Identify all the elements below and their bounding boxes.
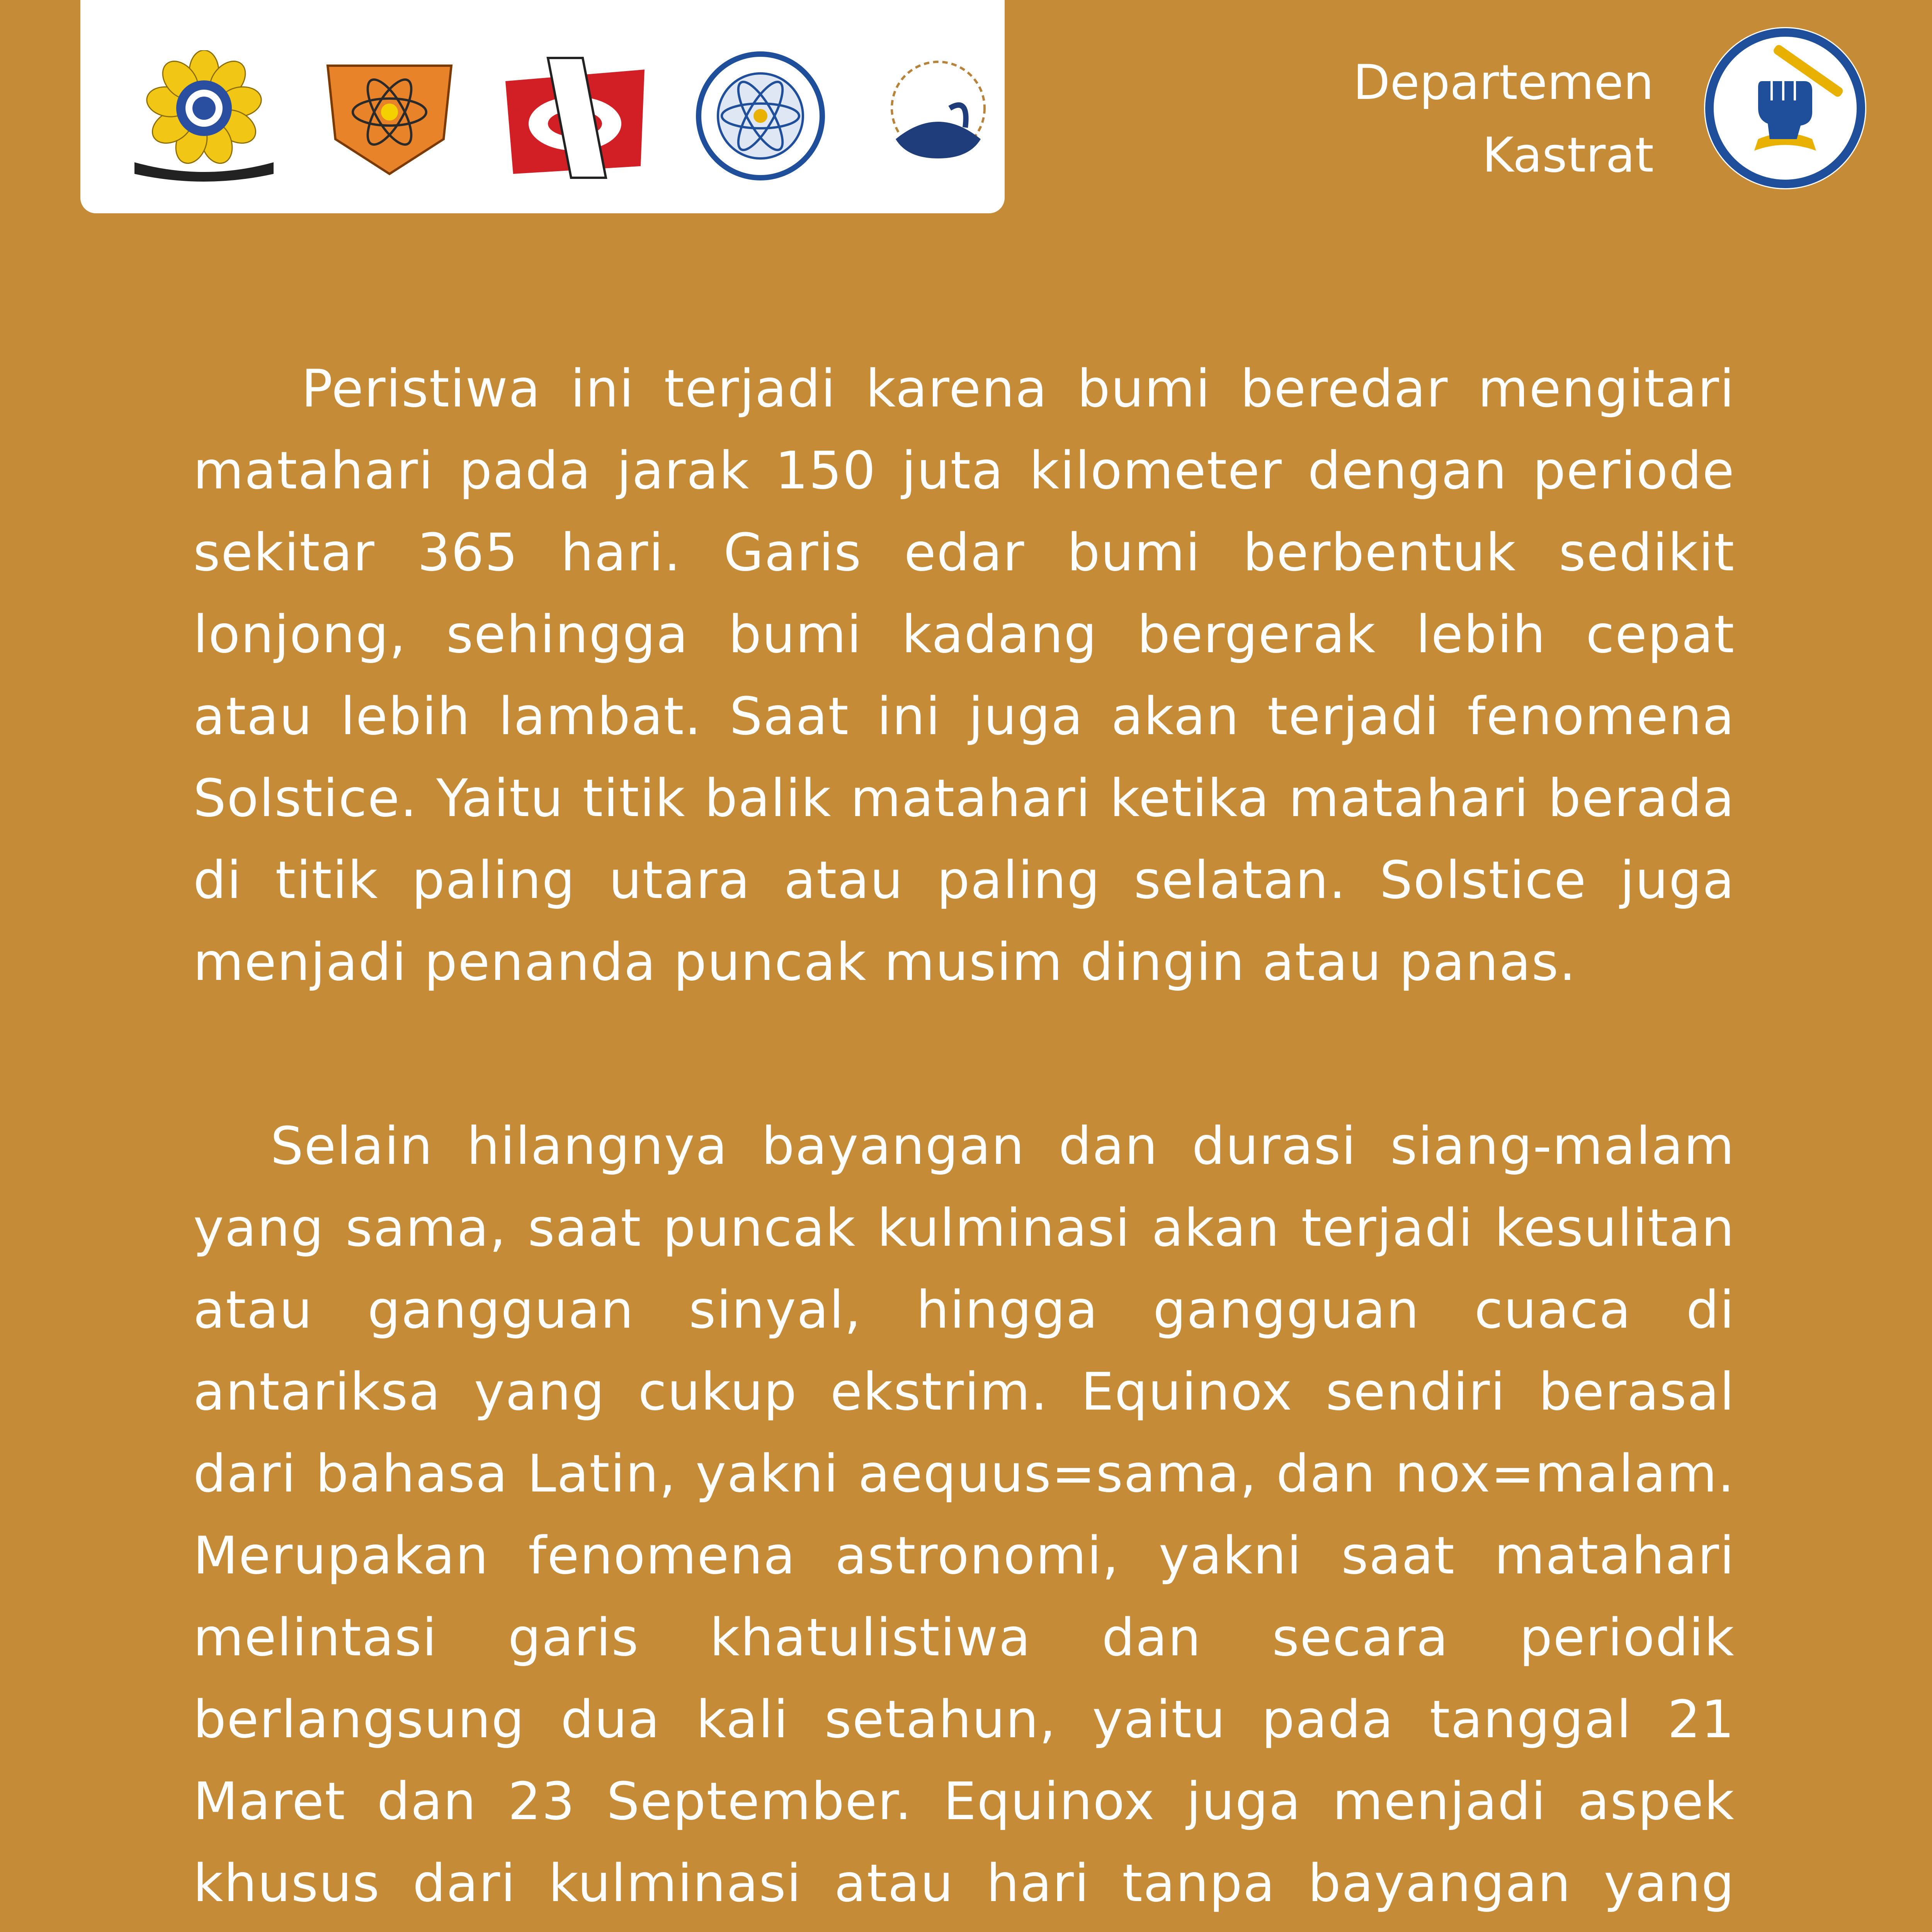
body-paragraph-2: Selain hilangnya bayangan dan durasi siang-malam yang sama, saat puncak kulminasi akan terjadi kesulitan atau gangguan sinyal, hingga gangguan cuaca di antariksa yang cukup ekstrim. Equinox sendiri berasal dari bahasa Latin, yakni aequus=sama, dan nox=malam. Merupakan fenomena astronomi, yakni saat matahari melintasi garis khatulistiwa dan secara periodik berlangsung dua kali setahun, yaitu pada tanggal 21 Maret dan 23 September. Equinox juga menjadi aspek khusus dari kulminasi atau hari tanpa bayangan yang [193, 1116, 1735, 1913]
partner-logos-card [80, 0, 1005, 213]
red-emblem-logo-icon [490, 50, 660, 182]
himafia-atom-logo-icon [675, 50, 845, 182]
body-paragraph-1: Peristiwa ini terjadi karena bumi beredar mengitari matahari pada jarak 150 juta kilometer dengan periode sekitar 365 hari. Garis edar bumi berbentuk sedikit lonjong, sehingga bumi kadang bergerak lebih cepat atau lebih lambat. Saat ini juga akan terjadi fenomena Solstice. Yaitu titik balik matahari ketika matahari berada di titik paling utara atau paling selatan. Solstice juga menjadi penanda puncak musim dingin atau panas. [193, 359, 1735, 992]
unsri-flower-logo-icon [119, 50, 289, 182]
department-title [1190, 46, 1654, 192]
department-line-1: Departemen [1353, 55, 1654, 111]
akara-lakuna-logo-icon [853, 50, 1023, 182]
keluarga-mahasiswa-logo-icon [304, 50, 474, 182]
fist-pen-badge-icon [1700, 23, 1870, 193]
department-line-2: Kastrat [1482, 128, 1654, 183]
